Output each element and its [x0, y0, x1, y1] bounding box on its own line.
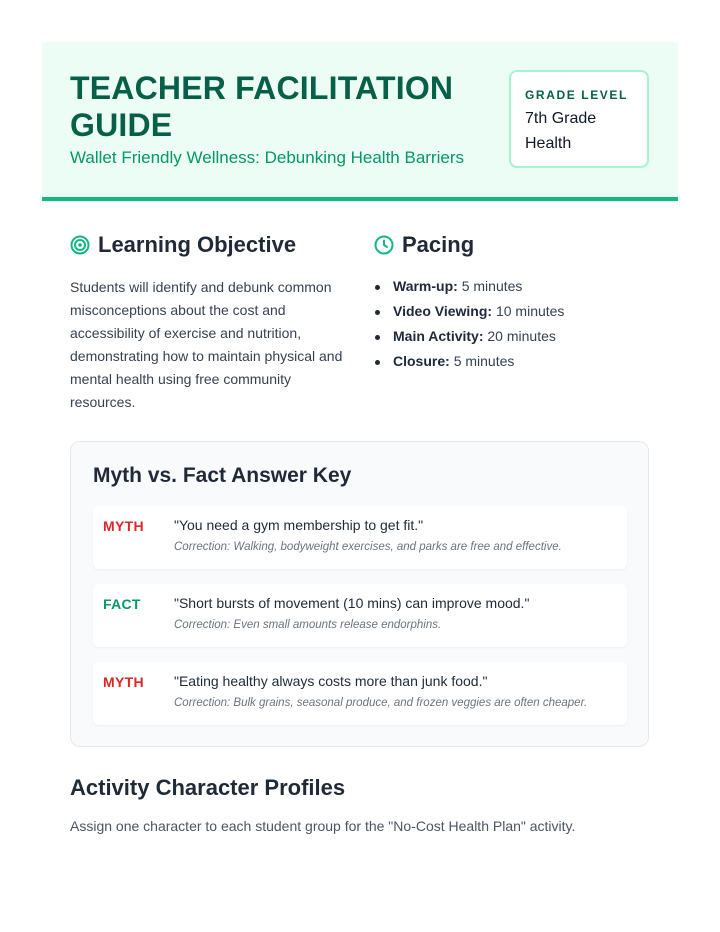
fact-tag: FACT [103, 596, 141, 612]
learning-objective-text: Students will identify and debunk common misconceptions about the cost and accessibility of exercise and nutrition, demonstrating how to maintain physical and mental health using free community resources. [70, 279, 343, 410]
pacing-item [374, 274, 564, 299]
pacing-item [374, 324, 564, 349]
pacing-item-label: Main Activity: [393, 328, 484, 344]
grade-level-label: GRADE LEVEL [525, 88, 628, 102]
pacing-item-value: 10 minutes [495, 303, 565, 319]
pacing-item [374, 349, 564, 374]
character-profiles-title: Activity Character Profiles [70, 775, 346, 800]
learning-objective-heading [70, 232, 296, 258]
page-title: TEACHER FACILITATION GUIDE [70, 70, 454, 143]
character-profiles-description: Assign one character to each student group for the "No-Cost Health Plan" activity. [70, 818, 576, 834]
pacing-item-value: 20 minutes [487, 328, 556, 344]
grade-level-card [509, 70, 649, 168]
myth-fact-answer-key [70, 441, 649, 747]
answer-key-row [93, 584, 627, 647]
pacing-item-label: Video Viewing: [393, 303, 493, 319]
answer-key-correction: Correction: Walking, bodyweight exercises, and parks are free and effective. [174, 541, 562, 553]
answer-key-correction: Correction: Bulk grains, seasonal produce, and frozen veggies are often cheaper. [174, 697, 588, 709]
answer-key-row [93, 506, 627, 569]
pacing-item [374, 299, 564, 324]
pacing-item-label: Closure: [393, 353, 450, 369]
target-icon [70, 235, 90, 255]
pacing-item-value: 5 minutes [461, 278, 523, 294]
answer-key-statement: "You need a gym membership to get fit." [174, 517, 424, 533]
answer-key-correction: Correction: Even small amounts release endorphins. [174, 619, 442, 631]
myth-tag: MYTH [103, 674, 144, 690]
pacing-list [374, 274, 564, 374]
page-subtitle: Wallet Friendly Wellness: Debunking Health Barriers [70, 148, 464, 167]
clock-icon [374, 235, 394, 255]
pacing-heading [374, 232, 474, 258]
answer-key-row [93, 662, 627, 725]
answer-key-statement: "Short bursts of movement (10 mins) can improve mood." [174, 595, 530, 611]
guide-header [42, 42, 678, 201]
answer-key-statement: "Eating healthy always costs more than junk food." [174, 673, 488, 689]
pacing-item-label: Warm-up: [393, 278, 458, 294]
myth-tag: MYTH [103, 518, 144, 534]
learning-objective-title: Learning Objective [98, 232, 297, 257]
answer-key-title: Myth vs. Fact Answer Key [93, 464, 352, 487]
pacing-title: Pacing [402, 232, 475, 257]
grade-level-value: 7th Grade Health [525, 110, 597, 152]
pacing-item-value: 5 minutes [453, 353, 515, 369]
